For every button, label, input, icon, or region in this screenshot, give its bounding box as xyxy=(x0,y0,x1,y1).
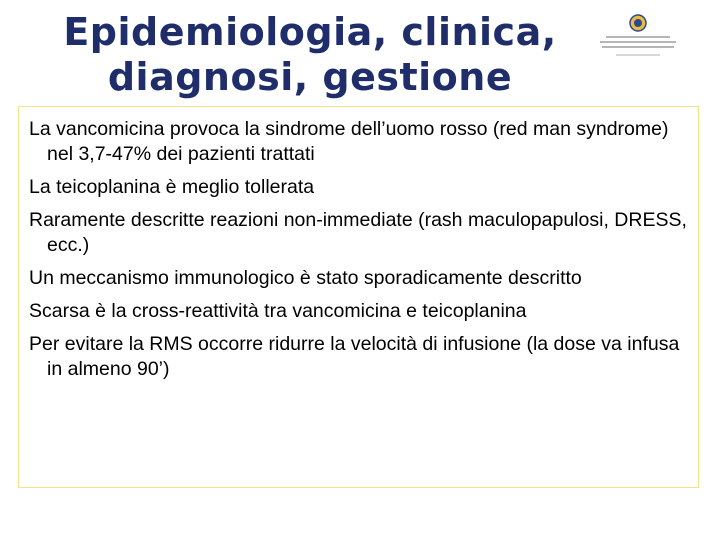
bullet-item: La vancomicina provoca la sindrome dell’uomo rosso (red man syndrome) nel 3,7-47% dei pazienti trattati xyxy=(29,118,669,165)
content-box xyxy=(18,106,699,488)
bullet-item: Scarsa è la cross-reattività tra vancomicina e teicoplanina xyxy=(29,300,527,322)
bullet-item: Raramente descritte reazioni non-immediate (rash maculopapulosi, DRESS, ecc.) xyxy=(29,209,687,256)
title-line-1: Epidemiologia, clinica, xyxy=(63,10,557,54)
slide-title xyxy=(40,10,580,100)
bullet-list xyxy=(29,117,694,390)
title-line-2: diagnosi, gestione xyxy=(107,55,513,99)
bullet-item: Per evitare la RMS occorre ridurre la velocità di infusione (la dose va infusa in almeno 90’) xyxy=(29,333,680,380)
bullet-item: La teicoplanina è meglio tollerata xyxy=(29,176,315,198)
bullet-item: Un meccanismo immunologico è stato sporadicamente descritto xyxy=(29,267,582,289)
institution-emblem-icon xyxy=(592,12,684,68)
